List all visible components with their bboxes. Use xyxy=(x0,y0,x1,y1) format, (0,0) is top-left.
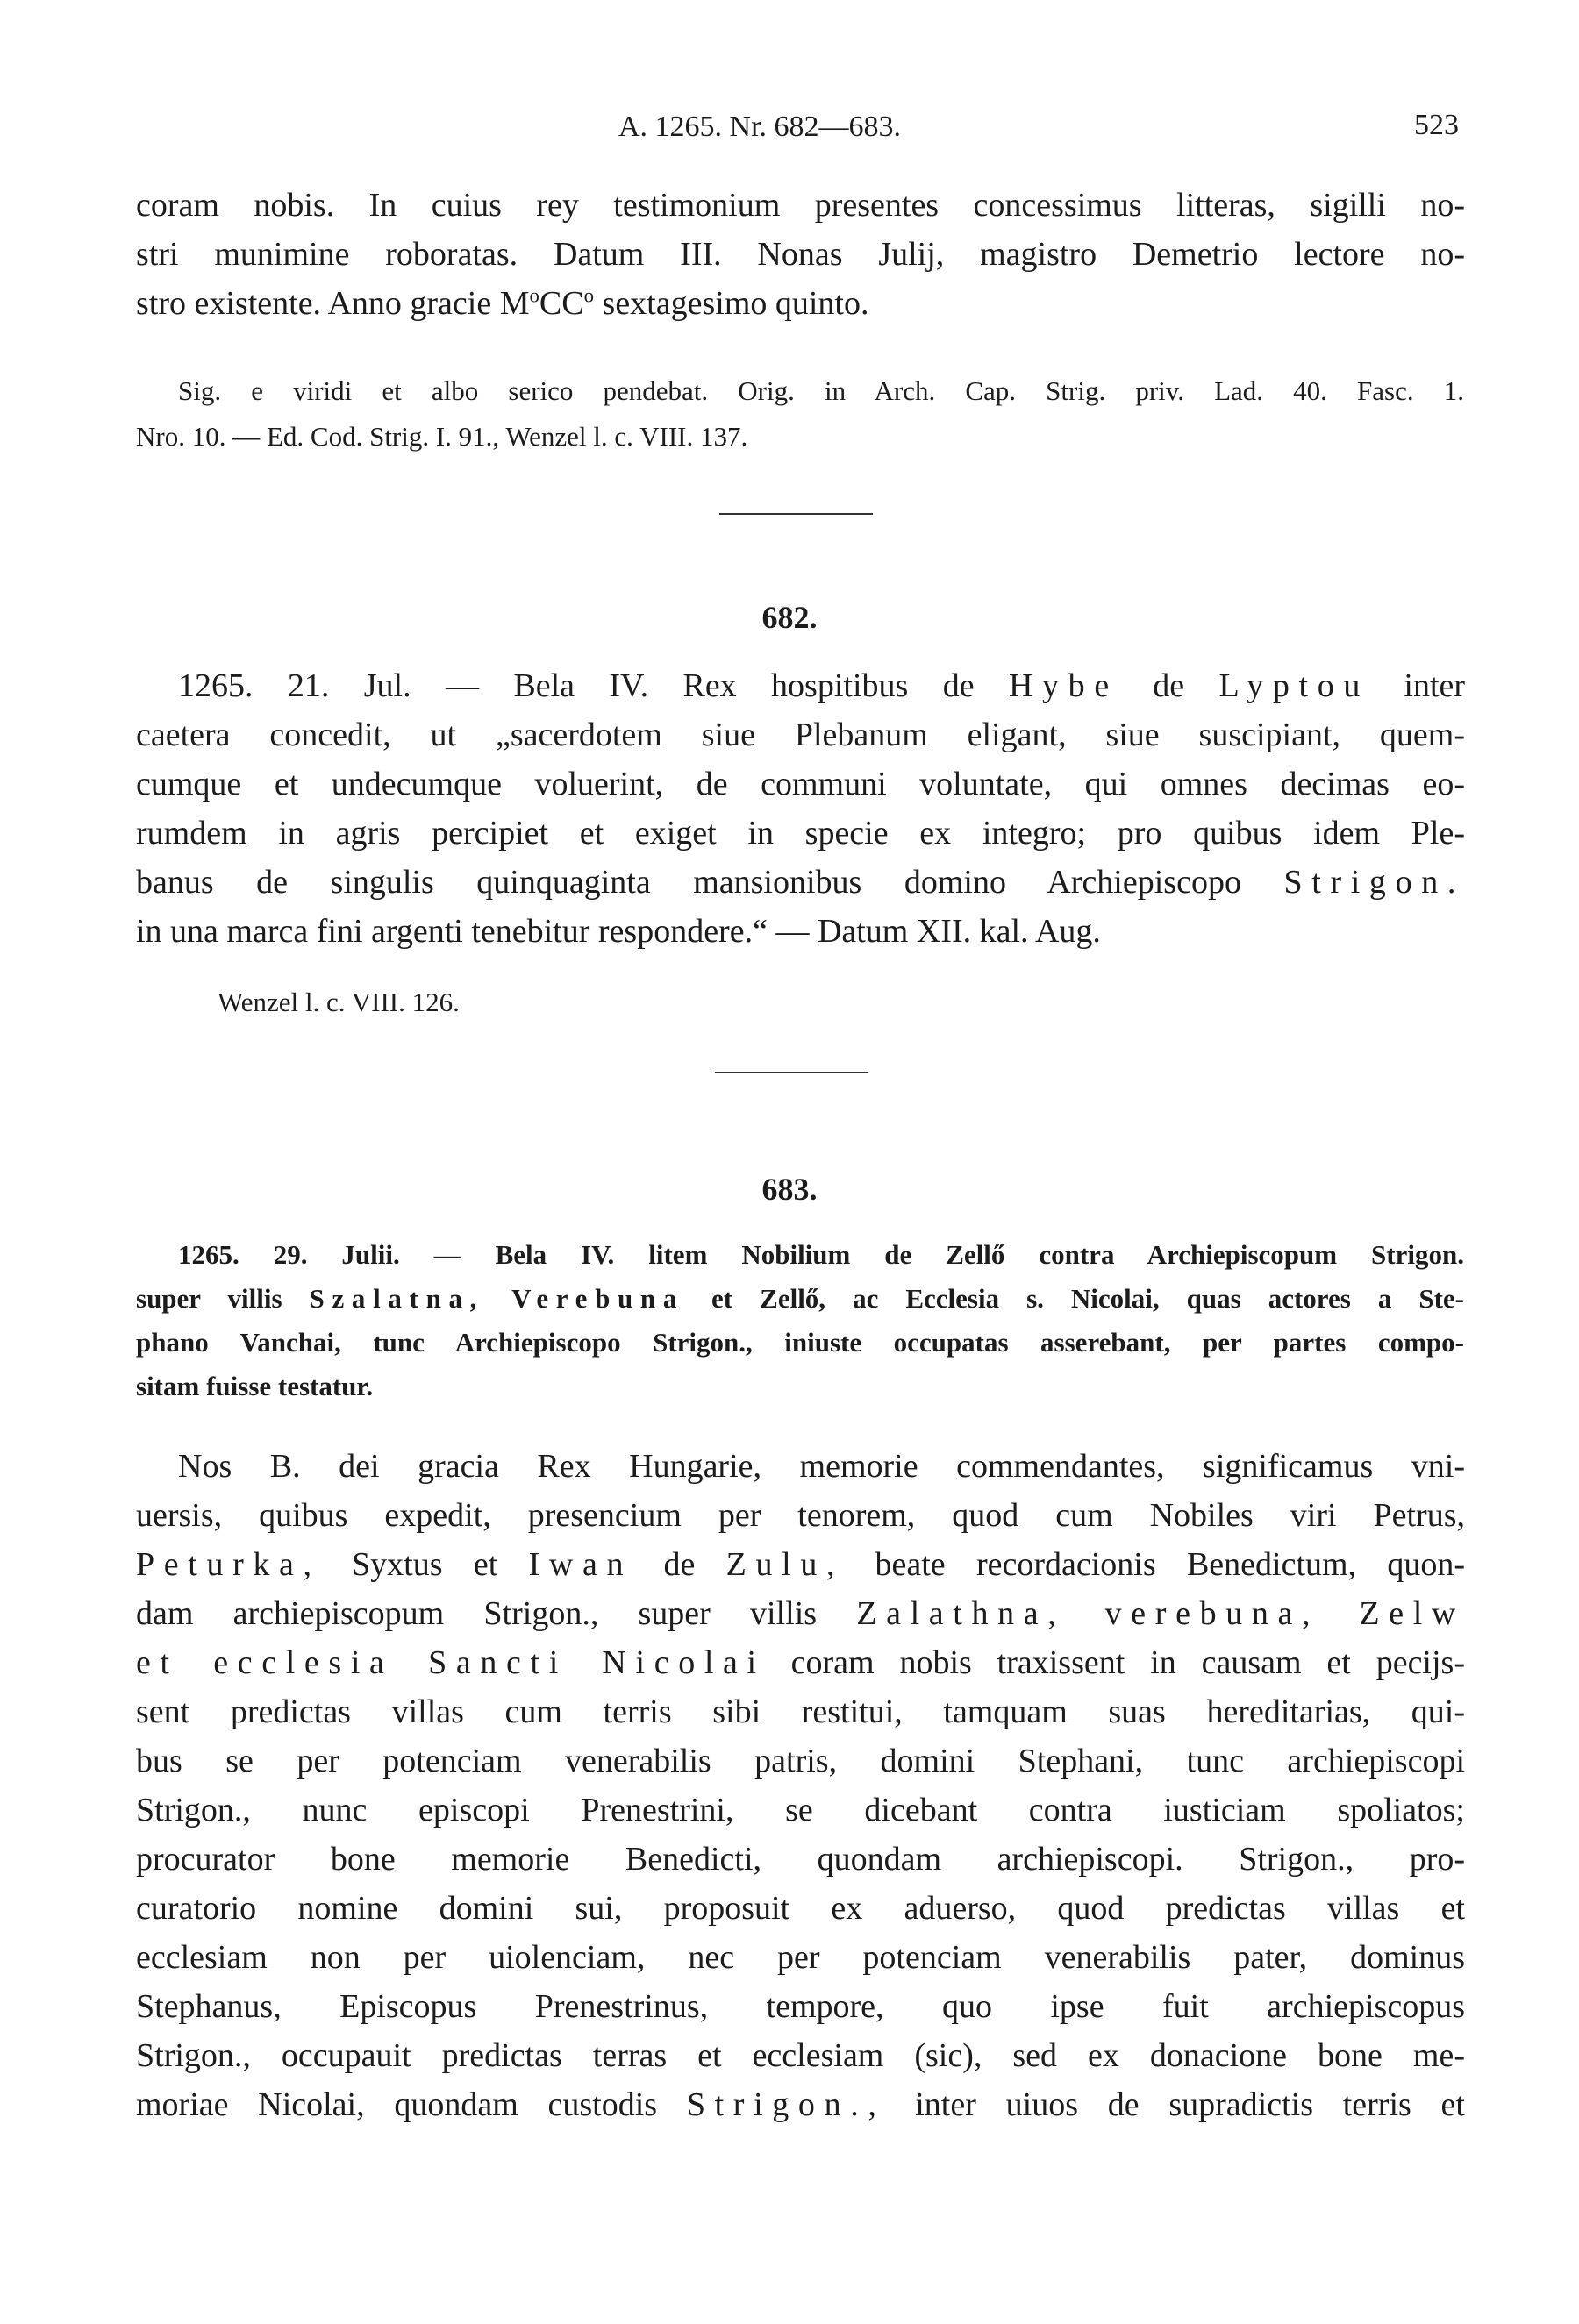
person-name: Peturka, xyxy=(136,1546,321,1583)
text-span: CC xyxy=(539,285,584,322)
place-name: Hybe xyxy=(1008,667,1118,704)
text-span: sextagesimo quinto. xyxy=(594,285,869,322)
place-name: Szalatna, xyxy=(309,1283,485,1314)
regest-line: phano Vanchai, tunc Archiepiscopo Strigon., iniuste occupatas asserebant, per partes compo- xyxy=(136,1327,1464,1358)
regest-line: cumque et undecumque voluerint, de communi voluntate, qui omnes decimas eo- xyxy=(136,766,1465,802)
text-span: Syxtus et xyxy=(352,1546,498,1583)
note-line: Sig. e viridi et albo serico pendebat. Orig. in Arch. Cap. Strig. priv. Lad. 40. Fasc. 1. xyxy=(178,375,1464,406)
body-line xyxy=(136,1594,1465,1633)
place-name: verebuna, xyxy=(1104,1595,1320,1632)
body-line xyxy=(136,2085,1465,2124)
body-line: Strigon., occupauit predictas terras et ecclesiam (sic), sed ex donacione bone me- xyxy=(136,2037,1465,2074)
body-line xyxy=(136,1643,1465,1682)
place-name: Strigon., xyxy=(686,2086,886,2123)
document-number: 683. xyxy=(761,1172,818,1207)
body-line xyxy=(136,1545,1465,1584)
place-name: Zulu, xyxy=(725,1546,845,1583)
regest-line xyxy=(136,863,1465,902)
place-name: Zelw xyxy=(1359,1595,1465,1632)
document-number: 682. xyxy=(761,600,818,635)
page-number: 523 xyxy=(1414,109,1459,141)
source-note: Wenzel l. c. VIII. 126. xyxy=(218,987,460,1017)
body-line: ecclesiam non per uiolenciam, nec per potenciam venerabilis pater, dominus xyxy=(136,1939,1465,1976)
superscript: o xyxy=(583,284,595,307)
regest-line xyxy=(178,667,1465,705)
text-line: stri munimine roboratas. Datum III. Nonas Julij, magistro Demetrio lectore no- xyxy=(136,236,1465,273)
place-name: et ecclesia Sancti Nicolai xyxy=(136,1644,766,1681)
running-title: A. 1265. Nr. 682—683. xyxy=(618,110,902,143)
body-line: procurator bone memorie Benedicti, quondam archiepiscopi. Strigon., pro- xyxy=(136,1841,1465,1878)
regest-line: rumdem in agris percipiet et exiget in specie ex integro; pro quibus idem Ple- xyxy=(136,815,1465,852)
body-line: Strigon., nunc episcopi Prenestrini, se dicebant contra iusticiam spoliatos; xyxy=(136,1792,1465,1829)
body-line: sent predictas villas cum terris sibi restitui, tamquam suas hereditarias, qui- xyxy=(136,1693,1465,1730)
text-span: super villis xyxy=(136,1283,282,1314)
regest-line: caetera concedit, ut „sacerdotem siue Plebanum eligant, siue suscipiant, quem- xyxy=(136,716,1465,753)
place-name: Strigon. xyxy=(1283,864,1465,901)
text-line: coram nobis. In cuius rey testimonium presentes concessimus litteras, sigilli no- xyxy=(136,187,1465,224)
separator-rule xyxy=(719,513,873,515)
text-span: de xyxy=(663,1546,696,1583)
body-line: Stephanus, Episcopus Prenestrinus, tempore, quo ipse fuit archiepiscopus xyxy=(136,1988,1465,2025)
regest-line: sitam fuisse testatur. xyxy=(136,1371,374,1401)
text-span: dam archiepiscopum Strigon., super villis xyxy=(136,1595,818,1632)
text-line xyxy=(136,284,869,323)
place-name: Lyptou xyxy=(1218,667,1369,704)
place-name: Zalathna, xyxy=(856,1595,1066,1632)
text-span: banus de singulis quinquaginta mansionibus domino Archiepiscopo xyxy=(136,864,1241,901)
regest-line: in una marca fini argenti tenebitur respondere.“ — Datum XII. kal. Aug. xyxy=(136,913,1101,950)
person-name: Iwan xyxy=(528,1546,633,1583)
regest-line xyxy=(136,1283,1464,1315)
place-name: Verebuna xyxy=(511,1283,685,1314)
text-span: de xyxy=(1153,667,1185,704)
note-line: Nro. 10. — Ed. Cod. Strig. I. 91., Wenzel l. c. VIII. 137. xyxy=(136,421,748,452)
text-span: stro existente. Anno gracie M xyxy=(136,285,530,322)
text-span: et Zellő, ac Ecclesia s. Nicolai, quas actores a Ste- xyxy=(711,1283,1464,1314)
separator-rule xyxy=(715,1072,868,1073)
text-span: moriae Nicolai, quondam custodis xyxy=(136,2086,658,2123)
body-line: uersis, quibus expedit, presencium per tenorem, quod cum Nobiles viri Petrus, xyxy=(136,1497,1465,1534)
text-span: 1265. 21. Jul. — Bela IV. Rex hospitibus de xyxy=(178,667,975,704)
body-line: curatorio nomine domini sui, proposuit ex aduerso, quod predictas villas et xyxy=(136,1890,1465,1927)
text-span: inter uiuos de supradictis terris et xyxy=(915,2086,1465,2123)
body-line: Nos B. dei gracia Rex Hungarie, memorie commendantes, significamus vni- xyxy=(178,1448,1465,1485)
body-line: bus se per potenciam venerabilis patris, domini Stephani, tunc archiepiscopi xyxy=(136,1743,1465,1779)
text-span: inter xyxy=(1404,667,1466,704)
text-span: coram nobis traxissent in causam et pecijs- xyxy=(790,1644,1465,1681)
text-span: beate recordacionis Benedictum, quon- xyxy=(875,1546,1466,1583)
regest-line: 1265. 29. Julii. — Bela IV. litem Nobilium de Zellő contra Archiepiscopum Strigon. xyxy=(178,1239,1464,1270)
superscript: o xyxy=(529,284,539,307)
